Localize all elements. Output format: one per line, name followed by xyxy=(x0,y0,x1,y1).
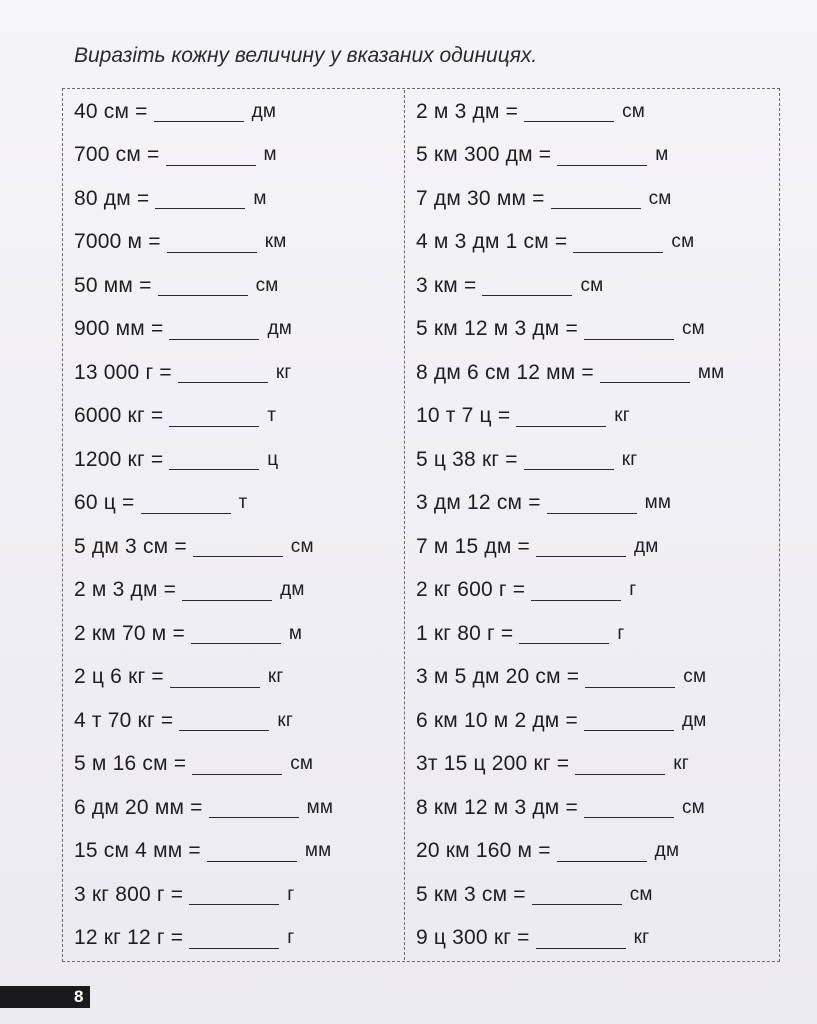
page-number: 8 xyxy=(74,987,84,1006)
exercise-expression: 5 км 300 дм = xyxy=(416,143,552,167)
answer-blank[interactable] xyxy=(531,580,621,601)
exercise-expression: 2 ц 6 кг = xyxy=(74,665,164,689)
answer-blank[interactable] xyxy=(141,493,231,514)
target-unit: см xyxy=(290,753,314,775)
target-unit: т xyxy=(267,405,277,427)
answer-blank[interactable] xyxy=(170,667,260,688)
target-unit: см xyxy=(580,274,604,296)
answer-blank[interactable] xyxy=(154,101,244,122)
exercise-expression: 80 дм = xyxy=(74,186,150,210)
exercise-expression: 7000 м = xyxy=(74,230,161,254)
exercise-item xyxy=(416,525,776,569)
answer-blank[interactable] xyxy=(575,754,665,775)
exercise-expression: 3 м 5 дм 20 см = xyxy=(416,665,580,689)
answer-blank[interactable] xyxy=(532,884,622,905)
exercise-expression: 4 т 70 кг = xyxy=(74,708,174,732)
exercise-item xyxy=(416,612,776,656)
exercise-expression: 5 дм 3 см = xyxy=(74,534,187,558)
exercise-expression: 4 м 3 дм 1 см = xyxy=(416,230,568,254)
answer-blank[interactable] xyxy=(557,841,647,862)
target-unit: г xyxy=(287,883,295,905)
answer-blank[interactable] xyxy=(169,406,259,427)
target-unit: кг xyxy=(277,709,293,731)
target-unit: мм xyxy=(306,796,334,818)
exercise-item xyxy=(74,308,399,352)
exercise-expression: 700 см = xyxy=(74,143,160,167)
target-unit: см xyxy=(622,100,646,122)
exercise-item xyxy=(74,743,399,787)
exercise-item xyxy=(74,134,399,178)
exercise-expression: 1 кг 80 г = xyxy=(416,621,514,645)
target-unit: т xyxy=(238,492,248,514)
target-unit: дм xyxy=(251,100,277,122)
exercise-expression: 13 000 г = xyxy=(74,360,172,384)
exercise-item xyxy=(416,873,776,917)
target-unit: см xyxy=(255,274,279,296)
exercise-expression: 1200 кг = xyxy=(74,447,164,471)
exercise-item xyxy=(416,134,776,178)
exercise-item xyxy=(416,395,776,439)
exercise-expression: 60 ц = xyxy=(74,491,135,515)
answer-blank[interactable] xyxy=(551,188,641,209)
exercise-item xyxy=(74,569,399,613)
exercise-item xyxy=(74,90,399,134)
exercise-expression: 5 км 12 м 3 дм = xyxy=(416,317,578,341)
exercise-item xyxy=(416,90,776,134)
exercise-expression: 3т 15 ц 200 кг = xyxy=(416,752,570,776)
answer-blank[interactable] xyxy=(536,536,626,557)
target-unit: см xyxy=(681,318,705,340)
exercise-item xyxy=(74,177,399,221)
target-unit: дм xyxy=(267,318,293,340)
exercise-expression: 6 дм 20 мм = xyxy=(74,795,203,819)
target-unit: см xyxy=(671,231,695,253)
answer-blank[interactable] xyxy=(155,188,245,209)
exercise-expression: 2 м 3 дм = xyxy=(416,99,519,123)
exercise-item xyxy=(74,438,399,482)
exercise-item xyxy=(74,873,399,917)
answer-blank[interactable] xyxy=(536,928,626,949)
answer-blank[interactable] xyxy=(482,275,572,296)
exercise-expression: 5 ц 38 кг = xyxy=(416,447,518,471)
answer-blank[interactable] xyxy=(209,797,299,818)
exercise-expression: 10 т 7 ц = xyxy=(416,404,511,428)
target-unit: кг xyxy=(275,361,292,383)
exercise-expression: 7 дм 30 мм = xyxy=(416,186,545,210)
target-unit: м xyxy=(253,187,267,209)
exercise-item xyxy=(74,482,399,526)
answer-blank[interactable] xyxy=(182,580,272,601)
exercise-expression: 900 мм = xyxy=(74,317,164,341)
answer-blank[interactable] xyxy=(600,362,690,383)
exercise-item xyxy=(416,221,776,265)
answer-blank[interactable] xyxy=(584,797,674,818)
exercise-expression: 2 м 3 дм = xyxy=(74,578,177,602)
target-unit: г xyxy=(617,622,625,644)
target-unit: ц xyxy=(267,448,279,470)
exercise-expression: 3 км = xyxy=(416,273,477,297)
answer-blank[interactable] xyxy=(167,232,257,253)
answer-blank[interactable] xyxy=(189,928,279,949)
exercise-item xyxy=(74,525,399,569)
exercise-item xyxy=(416,569,776,613)
exercise-item xyxy=(74,221,399,265)
answer-blank[interactable] xyxy=(169,319,259,340)
exercise-item xyxy=(416,308,776,352)
target-unit: г xyxy=(287,927,295,949)
target-unit: см xyxy=(683,666,707,688)
answer-blank[interactable] xyxy=(516,406,606,427)
target-unit: мм xyxy=(644,492,672,514)
exercise-item xyxy=(416,177,776,221)
exercise-item xyxy=(416,482,776,526)
exercise-item xyxy=(416,743,776,787)
target-unit: г xyxy=(629,579,637,601)
target-unit: мм xyxy=(304,840,332,862)
exercise-item xyxy=(416,438,776,482)
exercise-expression: 6 км 10 м 2 дм = xyxy=(416,708,578,732)
right-column xyxy=(416,90,776,960)
exercise-item xyxy=(74,917,399,961)
exercise-expression: 2 км 70 м = xyxy=(74,621,185,645)
target-unit: м xyxy=(288,622,303,644)
exercise-item xyxy=(74,656,399,700)
exercise-item xyxy=(74,830,399,874)
answer-blank[interactable] xyxy=(192,754,282,775)
target-unit: кг xyxy=(621,448,638,470)
answer-blank[interactable] xyxy=(179,710,269,731)
answer-blank[interactable] xyxy=(585,667,675,688)
target-unit: км xyxy=(264,231,287,253)
exercise-item xyxy=(416,786,776,830)
exercise-item xyxy=(416,830,776,874)
answer-blank[interactable] xyxy=(158,275,248,296)
target-unit: см xyxy=(290,535,314,557)
answer-blank[interactable] xyxy=(178,362,268,383)
answer-blank[interactable] xyxy=(166,145,256,166)
answer-blank[interactable] xyxy=(524,449,614,470)
exercise-expression: 50 мм = xyxy=(74,273,152,297)
target-unit: см xyxy=(681,796,705,818)
exercise-expression: 9 ц 300 кг = xyxy=(416,926,530,950)
target-unit: м xyxy=(655,144,669,166)
target-unit: см xyxy=(648,187,672,209)
exercise-expression: 2 кг 600 г = xyxy=(416,578,526,602)
target-unit: кг xyxy=(673,753,689,775)
exercise-item xyxy=(416,264,776,308)
target-unit: мм xyxy=(697,361,725,383)
column-divider xyxy=(404,90,405,960)
answer-blank[interactable] xyxy=(169,449,259,470)
exercise-item xyxy=(74,351,399,395)
exercise-item xyxy=(416,917,776,961)
exercise-expression: 5 км 3 см = xyxy=(416,882,526,906)
exercise-item xyxy=(416,351,776,395)
answer-blank[interactable] xyxy=(207,841,297,862)
exercise-expression: 6000 кг = xyxy=(74,404,164,428)
target-unit: дм xyxy=(633,535,659,557)
exercise-expression: 12 кг 12 г = xyxy=(74,926,184,950)
exercise-item xyxy=(74,395,399,439)
target-unit: дм xyxy=(280,579,305,601)
target-unit: дм xyxy=(681,709,707,731)
exercise-item xyxy=(416,699,776,743)
exercise-expression: 20 км 160 м = xyxy=(416,839,551,863)
answer-blank[interactable] xyxy=(584,319,674,340)
answer-blank[interactable] xyxy=(191,623,281,644)
instruction-text: Виразіть кожну величину у вказаних одиницях. xyxy=(74,44,538,67)
exercise-item xyxy=(74,264,399,308)
answer-blank[interactable] xyxy=(547,493,637,514)
exercise-expression: 5 м 16 см = xyxy=(74,752,187,776)
answer-blank[interactable] xyxy=(584,710,674,731)
target-unit: дм xyxy=(654,840,680,862)
exercise-expression: 8 дм 6 см 12 мм = xyxy=(416,360,594,384)
answer-blank[interactable] xyxy=(573,232,663,253)
target-unit: кг xyxy=(614,405,630,427)
exercise-item xyxy=(74,699,399,743)
answer-blank[interactable] xyxy=(524,101,614,122)
target-unit: кг xyxy=(267,666,284,688)
exercise-item xyxy=(74,612,399,656)
answer-blank[interactable] xyxy=(557,145,647,166)
answer-blank[interactable] xyxy=(519,623,609,644)
exercise-item xyxy=(74,786,399,830)
target-unit: м xyxy=(263,144,277,166)
exercise-expression: 40 см = xyxy=(74,99,148,123)
left-column xyxy=(74,90,399,960)
answer-blank[interactable] xyxy=(193,536,283,557)
exercise-expression: 8 км 12 м 3 дм = xyxy=(416,795,578,819)
target-unit: кг xyxy=(633,927,650,949)
target-unit: см xyxy=(629,883,653,905)
exercise-expression: 3 дм 12 см = xyxy=(416,491,541,515)
exercise-expression: 15 см 4 мм = xyxy=(74,839,201,863)
exercise-item xyxy=(416,656,776,700)
exercise-expression: 3 кг 800 г = xyxy=(74,882,184,906)
exercise-expression: 7 м 15 дм = xyxy=(416,534,530,558)
answer-blank[interactable] xyxy=(189,884,279,905)
